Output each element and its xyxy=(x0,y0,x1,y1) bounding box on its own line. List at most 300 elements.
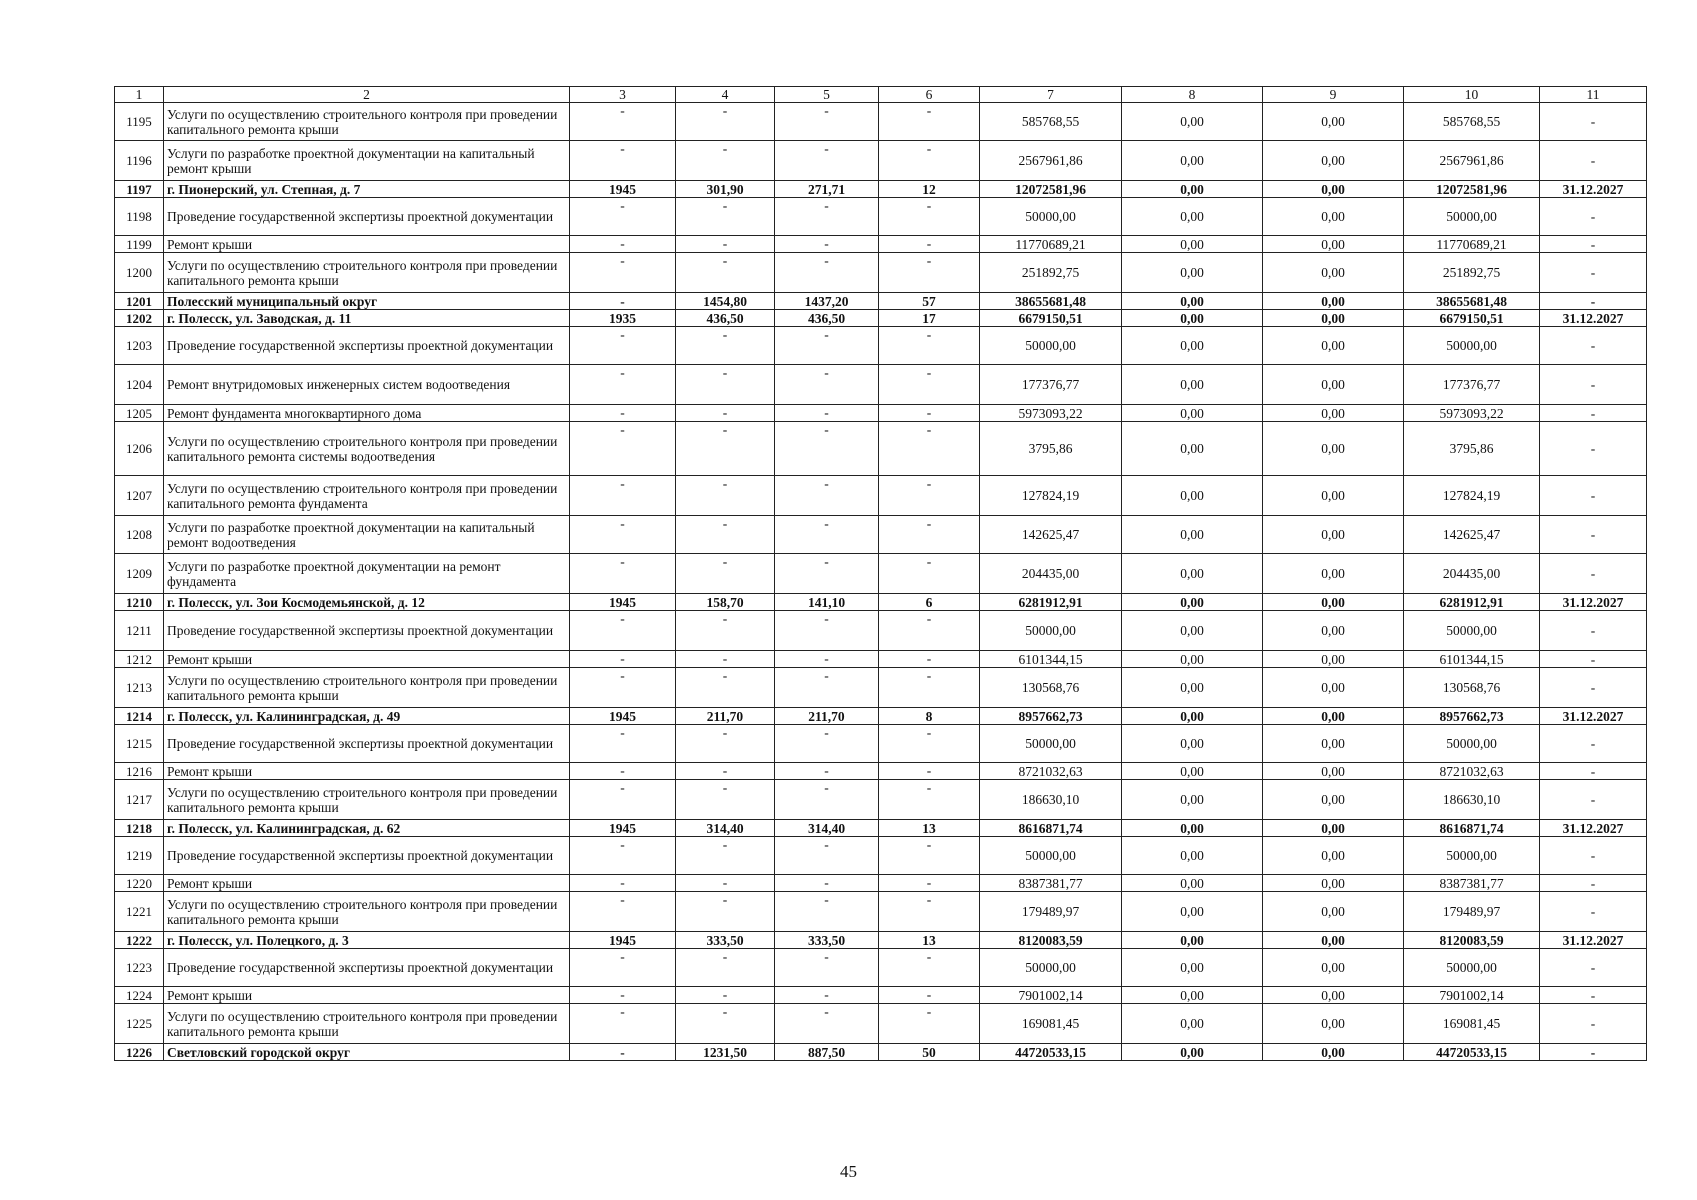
cost-col-10: 179489,97 xyxy=(1404,892,1540,932)
row-number: 1207 xyxy=(115,476,164,516)
total-area: - xyxy=(676,103,775,141)
row-name: Ремонт фундамента многоквартирного дома xyxy=(164,405,570,422)
residents-count: - xyxy=(879,141,980,181)
total-cost: 50000,00 xyxy=(980,198,1122,236)
column-number: 7 xyxy=(980,87,1122,103)
total-area: - xyxy=(676,253,775,293)
row-name: Ремонт крыши xyxy=(164,763,570,780)
completion-date: - xyxy=(1540,892,1647,932)
row-number: 1200 xyxy=(115,253,164,293)
row-name: Проведение государственной экспертизы проектной документации xyxy=(164,949,570,987)
cost-col-10: 6281912,91 xyxy=(1404,594,1540,611)
cost-col-10: 177376,77 xyxy=(1404,365,1540,405)
row-name: Услуги по разработке проектной документации на капитальный ремонт водоотведения xyxy=(164,516,570,554)
cost-col-10: 3795,86 xyxy=(1404,422,1540,476)
cost-col-10: 44720533,15 xyxy=(1404,1044,1540,1061)
total-cost: 50000,00 xyxy=(980,949,1122,987)
row-name: Ремонт крыши xyxy=(164,987,570,1004)
cost-col-9: 0,00 xyxy=(1263,516,1404,554)
cost-col-9: 0,00 xyxy=(1263,875,1404,892)
year-built: - xyxy=(570,293,676,310)
year-built: - xyxy=(570,725,676,763)
living-area: - xyxy=(775,103,879,141)
total-cost: 6281912,91 xyxy=(980,594,1122,611)
cost-col-10: 8120083,59 xyxy=(1404,932,1540,949)
total-cost: 177376,77 xyxy=(980,365,1122,405)
table-row xyxy=(115,236,1647,253)
cost-col-10: 50000,00 xyxy=(1404,611,1540,651)
year-built: 1935 xyxy=(570,310,676,327)
completion-date: - xyxy=(1540,103,1647,141)
living-area: - xyxy=(775,327,879,365)
living-area: 141,10 xyxy=(775,594,879,611)
year-built: - xyxy=(570,198,676,236)
total-area: - xyxy=(676,875,775,892)
row-number: 1216 xyxy=(115,763,164,780)
completion-date: - xyxy=(1540,875,1647,892)
table-row xyxy=(115,1044,1647,1061)
total-cost: 8616871,74 xyxy=(980,820,1122,837)
cost-col-9: 0,00 xyxy=(1263,651,1404,668)
year-built: - xyxy=(570,1044,676,1061)
table-row xyxy=(115,651,1647,668)
completion-date: - xyxy=(1540,554,1647,594)
column-number: 1 xyxy=(115,87,164,103)
completion-date: - xyxy=(1540,668,1647,708)
table-row xyxy=(115,327,1647,365)
total-cost: 127824,19 xyxy=(980,476,1122,516)
completion-date: - xyxy=(1540,476,1647,516)
cost-col-8: 0,00 xyxy=(1122,516,1263,554)
residents-count: - xyxy=(879,236,980,253)
living-area: 314,40 xyxy=(775,820,879,837)
cost-col-9: 0,00 xyxy=(1263,611,1404,651)
total-cost: 50000,00 xyxy=(980,611,1122,651)
row-number: 1224 xyxy=(115,987,164,1004)
residents-count: - xyxy=(879,611,980,651)
total-area: - xyxy=(676,476,775,516)
year-built: - xyxy=(570,987,676,1004)
row-name: Услуги по осуществлению строительного контроля при проведении капитального ремонта системы водоотведения xyxy=(164,422,570,476)
table-row xyxy=(115,820,1647,837)
living-area: 887,50 xyxy=(775,1044,879,1061)
year-built: - xyxy=(570,892,676,932)
cost-col-9: 0,00 xyxy=(1263,103,1404,141)
residents-count: - xyxy=(879,405,980,422)
row-name: Услуги по осуществлению строительного контроля при проведении капитального ремонта крыши xyxy=(164,253,570,293)
table-body xyxy=(115,103,1647,1061)
table-row xyxy=(115,932,1647,949)
cost-col-8: 0,00 xyxy=(1122,310,1263,327)
cost-col-8: 0,00 xyxy=(1122,820,1263,837)
cost-col-8: 0,00 xyxy=(1122,198,1263,236)
total-area: - xyxy=(676,725,775,763)
column-number: 9 xyxy=(1263,87,1404,103)
cost-col-10: 251892,75 xyxy=(1404,253,1540,293)
completion-date: - xyxy=(1540,293,1647,310)
total-cost: 130568,76 xyxy=(980,668,1122,708)
row-name: Услуги по осуществлению строительного контроля при проведении капитального ремонта крыши xyxy=(164,892,570,932)
cost-col-8: 0,00 xyxy=(1122,141,1263,181)
living-area: - xyxy=(775,763,879,780)
total-cost: 2567961,86 xyxy=(980,141,1122,181)
total-area: - xyxy=(676,198,775,236)
total-cost: 44720533,15 xyxy=(980,1044,1122,1061)
row-name: Услуги по осуществлению строительного контроля при проведении капитального ремонта крыши xyxy=(164,1004,570,1044)
completion-date: - xyxy=(1540,198,1647,236)
living-area: - xyxy=(775,611,879,651)
residents-count: - xyxy=(879,476,980,516)
row-number: 1215 xyxy=(115,725,164,763)
year-built: 1945 xyxy=(570,181,676,198)
total-cost: 8721032,63 xyxy=(980,763,1122,780)
year-built: 1945 xyxy=(570,708,676,725)
total-cost: 6101344,15 xyxy=(980,651,1122,668)
cost-col-8: 0,00 xyxy=(1122,181,1263,198)
living-area: - xyxy=(775,554,879,594)
cost-col-8: 0,00 xyxy=(1122,236,1263,253)
cost-col-8: 0,00 xyxy=(1122,708,1263,725)
completion-date: - xyxy=(1540,611,1647,651)
row-number: 1214 xyxy=(115,708,164,725)
cost-col-9: 0,00 xyxy=(1263,198,1404,236)
year-built: - xyxy=(570,476,676,516)
table-row xyxy=(115,405,1647,422)
completion-date: - xyxy=(1540,651,1647,668)
row-number: 1211 xyxy=(115,611,164,651)
residents-count: - xyxy=(879,253,980,293)
residents-count: 6 xyxy=(879,594,980,611)
row-name: Проведение государственной экспертизы проектной документации xyxy=(164,327,570,365)
table-row xyxy=(115,554,1647,594)
living-area: - xyxy=(775,875,879,892)
cost-col-8: 0,00 xyxy=(1122,668,1263,708)
cost-col-8: 0,00 xyxy=(1122,932,1263,949)
year-built: - xyxy=(570,141,676,181)
column-number: 8 xyxy=(1122,87,1263,103)
completion-date: - xyxy=(1540,516,1647,554)
row-number: 1206 xyxy=(115,422,164,476)
year-built: - xyxy=(570,651,676,668)
cost-col-8: 0,00 xyxy=(1122,365,1263,405)
completion-date: - xyxy=(1540,327,1647,365)
cost-col-9: 0,00 xyxy=(1263,892,1404,932)
living-area: - xyxy=(775,476,879,516)
total-area: - xyxy=(676,780,775,820)
capital-repair-table xyxy=(114,86,1647,1061)
total-area: - xyxy=(676,651,775,668)
table-row xyxy=(115,181,1647,198)
row-number: 1218 xyxy=(115,820,164,837)
row-name: Проведение государственной экспертизы проектной документации xyxy=(164,611,570,651)
cost-col-10: 12072581,96 xyxy=(1404,181,1540,198)
year-built: 1945 xyxy=(570,594,676,611)
row-number: 1226 xyxy=(115,1044,164,1061)
cost-col-9: 0,00 xyxy=(1263,1004,1404,1044)
year-built: 1945 xyxy=(570,932,676,949)
cost-col-10: 38655681,48 xyxy=(1404,293,1540,310)
row-name: Проведение государственной экспертизы проектной документации xyxy=(164,198,570,236)
row-number: 1222 xyxy=(115,932,164,949)
row-number: 1205 xyxy=(115,405,164,422)
year-built: - xyxy=(570,668,676,708)
row-name: Услуги по разработке проектной документации на капитальный ремонт крыши xyxy=(164,141,570,181)
cost-col-10: 127824,19 xyxy=(1404,476,1540,516)
row-number: 1213 xyxy=(115,668,164,708)
residents-count: - xyxy=(879,725,980,763)
table-row xyxy=(115,198,1647,236)
row-name: г. Полесск, ул. Заводская, д. 11 xyxy=(164,310,570,327)
cost-col-9: 0,00 xyxy=(1263,405,1404,422)
column-number: 2 xyxy=(164,87,570,103)
table-row xyxy=(115,310,1647,327)
row-number: 1204 xyxy=(115,365,164,405)
residents-count: 50 xyxy=(879,1044,980,1061)
cost-col-8: 0,00 xyxy=(1122,651,1263,668)
cost-col-8: 0,00 xyxy=(1122,1044,1263,1061)
total-cost: 8957662,73 xyxy=(980,708,1122,725)
completion-date: - xyxy=(1540,987,1647,1004)
table-row xyxy=(115,516,1647,554)
cost-col-8: 0,00 xyxy=(1122,987,1263,1004)
cost-col-10: 169081,45 xyxy=(1404,1004,1540,1044)
total-area: 211,70 xyxy=(676,708,775,725)
row-name: Светловский городской округ xyxy=(164,1044,570,1061)
residents-count: - xyxy=(879,892,980,932)
year-built: - xyxy=(570,236,676,253)
total-area: 314,40 xyxy=(676,820,775,837)
table-row xyxy=(115,837,1647,875)
cost-col-8: 0,00 xyxy=(1122,103,1263,141)
year-built: 1945 xyxy=(570,820,676,837)
year-built: - xyxy=(570,554,676,594)
year-built: - xyxy=(570,875,676,892)
living-area: - xyxy=(775,141,879,181)
residents-count: - xyxy=(879,516,980,554)
cost-col-10: 6679150,51 xyxy=(1404,310,1540,327)
total-area: - xyxy=(676,949,775,987)
cost-col-9: 0,00 xyxy=(1263,668,1404,708)
living-area: - xyxy=(775,780,879,820)
table-row xyxy=(115,103,1647,141)
table-row xyxy=(115,763,1647,780)
total-area: - xyxy=(676,405,775,422)
table-row xyxy=(115,1004,1647,1044)
row-number: 1217 xyxy=(115,780,164,820)
year-built: - xyxy=(570,365,676,405)
year-built: - xyxy=(570,327,676,365)
cost-col-8: 0,00 xyxy=(1122,554,1263,594)
living-area: 436,50 xyxy=(775,310,879,327)
total-area: - xyxy=(676,837,775,875)
total-area: 333,50 xyxy=(676,932,775,949)
cost-col-9: 0,00 xyxy=(1263,987,1404,1004)
total-area: - xyxy=(676,1004,775,1044)
row-name: Ремонт крыши xyxy=(164,875,570,892)
completion-date: - xyxy=(1540,365,1647,405)
column-number: 5 xyxy=(775,87,879,103)
living-area: 1437,20 xyxy=(775,293,879,310)
row-name: г. Полесск, ул. Калининградская, д. 62 xyxy=(164,820,570,837)
residents-count: 17 xyxy=(879,310,980,327)
completion-date: - xyxy=(1540,236,1647,253)
residents-count: - xyxy=(879,327,980,365)
total-area: - xyxy=(676,892,775,932)
cost-col-9: 0,00 xyxy=(1263,327,1404,365)
table-row xyxy=(115,253,1647,293)
completion-date: - xyxy=(1540,949,1647,987)
completion-date: 31.12.2027 xyxy=(1540,932,1647,949)
total-cost: 179489,97 xyxy=(980,892,1122,932)
cost-col-8: 0,00 xyxy=(1122,253,1263,293)
table-row xyxy=(115,708,1647,725)
residents-count: 8 xyxy=(879,708,980,725)
row-name: Услуги по осуществлению строительного контроля при проведении капитального ремонта крыши xyxy=(164,103,570,141)
row-number: 1198 xyxy=(115,198,164,236)
living-area: 271,71 xyxy=(775,181,879,198)
row-name: Проведение государственной экспертизы проектной документации xyxy=(164,837,570,875)
cost-col-9: 0,00 xyxy=(1263,1044,1404,1061)
total-cost: 12072581,96 xyxy=(980,181,1122,198)
total-cost: 204435,00 xyxy=(980,554,1122,594)
row-number: 1202 xyxy=(115,310,164,327)
completion-date: 31.12.2027 xyxy=(1540,181,1647,198)
table-row xyxy=(115,780,1647,820)
table-row xyxy=(115,949,1647,987)
cost-col-10: 8957662,73 xyxy=(1404,708,1540,725)
row-number: 1203 xyxy=(115,327,164,365)
cost-col-10: 50000,00 xyxy=(1404,327,1540,365)
total-cost: 7901002,14 xyxy=(980,987,1122,1004)
total-area: 301,90 xyxy=(676,181,775,198)
table-row xyxy=(115,422,1647,476)
row-name: Ремонт внутридомовых инженерных систем водоотведения xyxy=(164,365,570,405)
cost-col-9: 0,00 xyxy=(1263,293,1404,310)
total-area: 158,70 xyxy=(676,594,775,611)
row-number: 1197 xyxy=(115,181,164,198)
table-row xyxy=(115,141,1647,181)
total-cost: 5973093,22 xyxy=(980,405,1122,422)
cost-col-9: 0,00 xyxy=(1263,365,1404,405)
row-name: г. Полесск, ул. Полецкого, д. 3 xyxy=(164,932,570,949)
residents-count: - xyxy=(879,554,980,594)
cost-col-10: 7901002,14 xyxy=(1404,987,1540,1004)
column-number: 4 xyxy=(676,87,775,103)
living-area: 333,50 xyxy=(775,932,879,949)
completion-date: 31.12.2027 xyxy=(1540,594,1647,611)
living-area: - xyxy=(775,365,879,405)
living-area: - xyxy=(775,1004,879,1044)
table-row xyxy=(115,987,1647,1004)
cost-col-9: 0,00 xyxy=(1263,763,1404,780)
row-number: 1209 xyxy=(115,554,164,594)
cost-col-9: 0,00 xyxy=(1263,780,1404,820)
row-number: 1219 xyxy=(115,837,164,875)
row-number: 1221 xyxy=(115,892,164,932)
total-area: - xyxy=(676,236,775,253)
row-number: 1223 xyxy=(115,949,164,987)
total-cost: 186630,10 xyxy=(980,780,1122,820)
table-row xyxy=(115,476,1647,516)
completion-date: - xyxy=(1540,837,1647,875)
table-row xyxy=(115,293,1647,310)
cost-col-9: 0,00 xyxy=(1263,141,1404,181)
cost-col-9: 0,00 xyxy=(1263,236,1404,253)
table-row xyxy=(115,594,1647,611)
living-area: - xyxy=(775,422,879,476)
total-cost: 50000,00 xyxy=(980,837,1122,875)
cost-col-9: 0,00 xyxy=(1263,253,1404,293)
cost-col-10: 11770689,21 xyxy=(1404,236,1540,253)
cost-col-9: 0,00 xyxy=(1263,310,1404,327)
row-name: Услуги по осуществлению строительного контроля при проведении капитального ремонта крыши xyxy=(164,780,570,820)
cost-col-8: 0,00 xyxy=(1122,293,1263,310)
cost-col-10: 8721032,63 xyxy=(1404,763,1540,780)
living-area: - xyxy=(775,725,879,763)
completion-date: - xyxy=(1540,422,1647,476)
residents-count: - xyxy=(879,1004,980,1044)
total-cost: 6679150,51 xyxy=(980,310,1122,327)
living-area: - xyxy=(775,253,879,293)
cost-col-8: 0,00 xyxy=(1122,1004,1263,1044)
column-number: 11 xyxy=(1540,87,1647,103)
total-cost: 585768,55 xyxy=(980,103,1122,141)
row-name: Проведение государственной экспертизы проектной документации xyxy=(164,725,570,763)
cost-col-10: 186630,10 xyxy=(1404,780,1540,820)
total-cost: 8120083,59 xyxy=(980,932,1122,949)
completion-date: - xyxy=(1540,141,1647,181)
completion-date: 31.12.2027 xyxy=(1540,310,1647,327)
residents-count: - xyxy=(879,949,980,987)
page-number: 45 xyxy=(840,1162,857,1181)
residents-count: - xyxy=(879,780,980,820)
total-cost: 3795,86 xyxy=(980,422,1122,476)
row-name: Ремонт крыши xyxy=(164,651,570,668)
total-area: - xyxy=(676,141,775,181)
living-area: - xyxy=(775,837,879,875)
cost-col-8: 0,00 xyxy=(1122,327,1263,365)
row-number: 1212 xyxy=(115,651,164,668)
total-area: - xyxy=(676,668,775,708)
total-area: - xyxy=(676,611,775,651)
completion-date: - xyxy=(1540,725,1647,763)
row-name: Полесский муниципальный округ xyxy=(164,293,570,310)
living-area: - xyxy=(775,668,879,708)
living-area: - xyxy=(775,405,879,422)
row-name: Услуги по осуществлению строительного контроля при проведении капитального ремонта фундамента xyxy=(164,476,570,516)
year-built: - xyxy=(570,837,676,875)
completion-date: - xyxy=(1540,1004,1647,1044)
cost-col-10: 204435,00 xyxy=(1404,554,1540,594)
cost-col-9: 0,00 xyxy=(1263,422,1404,476)
row-number: 1196 xyxy=(115,141,164,181)
completion-date: - xyxy=(1540,253,1647,293)
cost-col-10: 50000,00 xyxy=(1404,198,1540,236)
living-area: - xyxy=(775,987,879,1004)
cost-col-9: 0,00 xyxy=(1263,725,1404,763)
cost-col-9: 0,00 xyxy=(1263,932,1404,949)
year-built: - xyxy=(570,516,676,554)
cost-col-8: 0,00 xyxy=(1122,892,1263,932)
residents-count: - xyxy=(879,837,980,875)
row-name: г. Полесск, ул. Зои Космодемьянской, д. 12 xyxy=(164,594,570,611)
year-built: - xyxy=(570,1004,676,1044)
residents-count: - xyxy=(879,365,980,405)
row-number: 1210 xyxy=(115,594,164,611)
year-built: - xyxy=(570,949,676,987)
column-number: 10 xyxy=(1404,87,1540,103)
cost-col-8: 0,00 xyxy=(1122,476,1263,516)
